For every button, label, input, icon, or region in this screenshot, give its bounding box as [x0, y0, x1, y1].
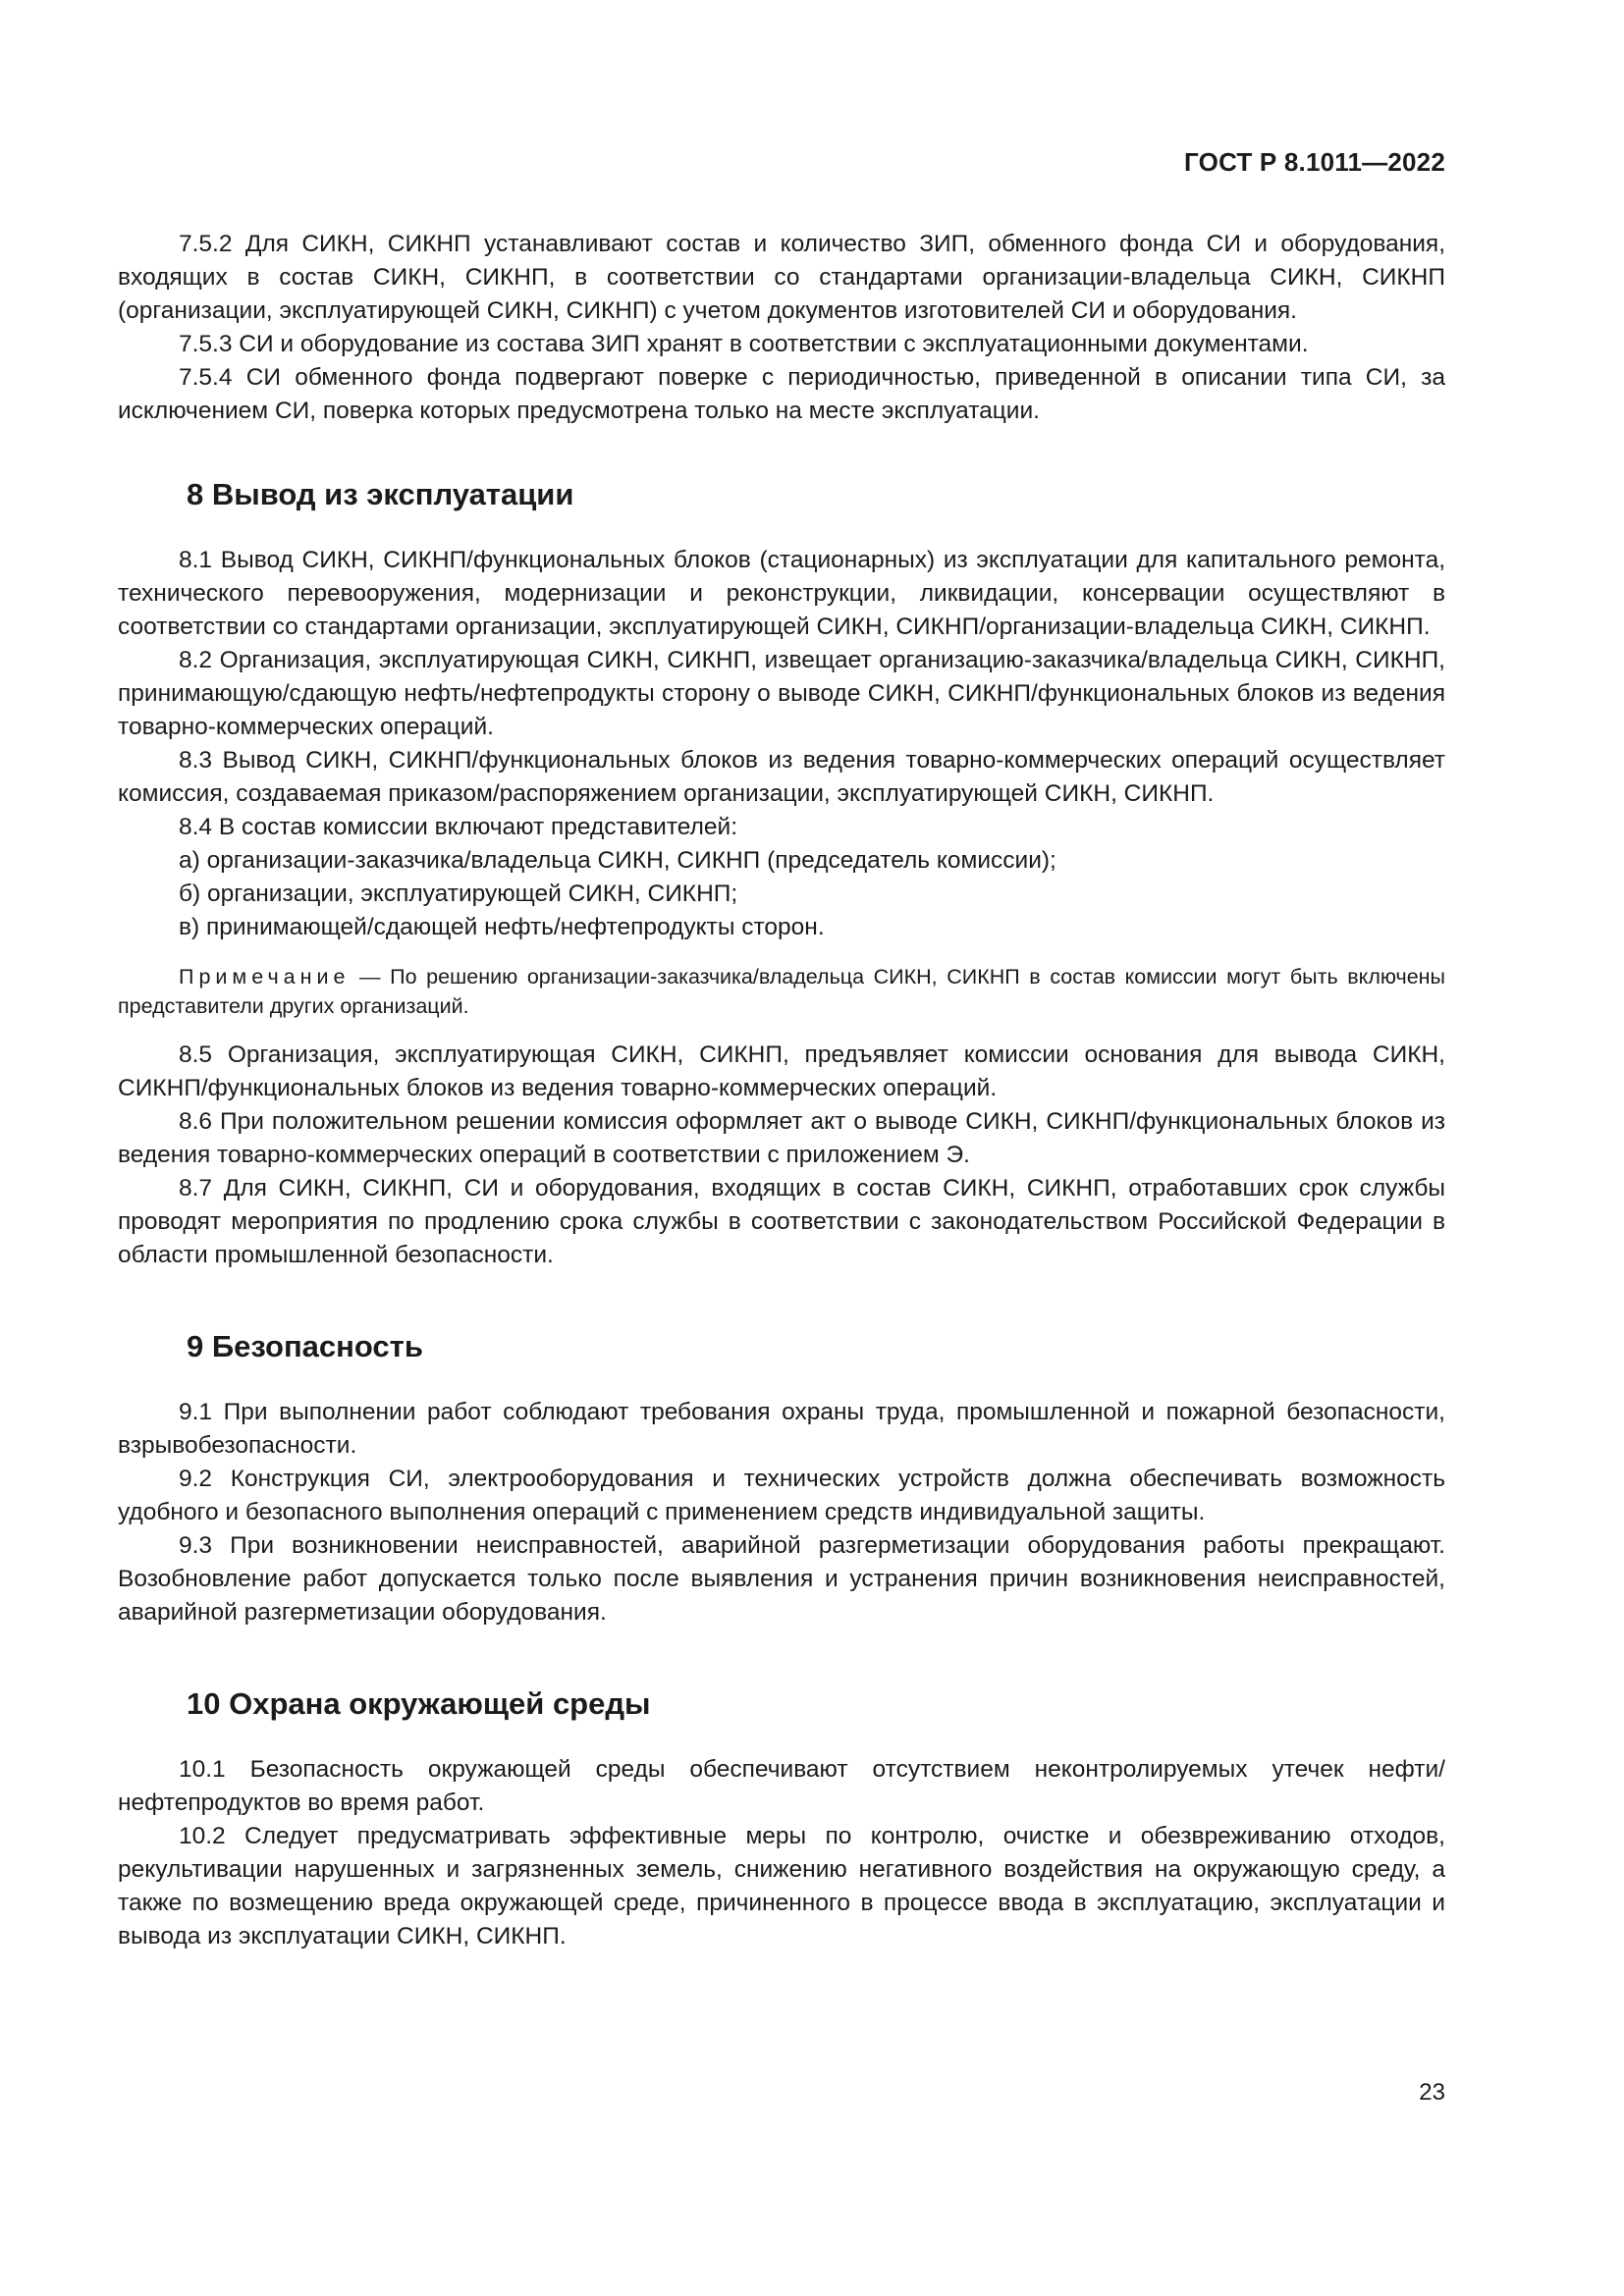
clause-8-4-item-c: в) принимающей/сдающей нефть/нефтепродукты сторон.: [179, 914, 825, 940]
clause-10-2: 10.2 Следует предусматривать эффективные меры по контролю, очистке и обезвреживанию отходов, рекультивации нарушенных и загрязненных земель, снижению негативного воздействия на окружающую среду, а также по возмещению вреда окружающей среде, причиненного в процессе ввода в эксплуатацию, эксплуатации и вывода из эксплуатации СИКН, СИКНП.: [118, 1823, 1445, 1949]
section-heading-9: 9 Безопасность: [187, 1329, 423, 1363]
clause-9-2: 9.2 Конструкция СИ, электрооборудования и технических устройств должна обеспечивать возможность удобного и безопасного выполнения операций с применением средств индивидуальной защиты.: [118, 1466, 1445, 1525]
clause-8-1: 8.1 Вывод СИКН, СИКНП/функциональных блоков (стационарных) из эксплуатации для капитального ремонта, технического перевооружения, модернизации и реконструкции, ликвидации, консервации осуществляют в соответствии со стандартами организации, эксплуатирующей СИКН, СИКНП/организации-владельца СИКН, СИКНП.: [118, 547, 1445, 640]
clause-10-1: 10.1 Безопасность окружающей среды обеспечивают отсутствием неконтролируемых утечек нефти/нефтепродуктов во время работ.: [118, 1756, 1445, 1816]
document-body: [118, 228, 1445, 1953]
clause-8-7: 8.7 Для СИКН, СИКНП, СИ и оборудования, входящих в состав СИКН, СИКНП, отработавших срок службы проводят мероприятия по продлению срока службы в соответствии с законодательством Российской Федерации в области промышленной безопасности.: [118, 1175, 1445, 1268]
clause-8-4-item-a: а) организации-заказчика/владельца СИКН, СИКНП (председатель комиссии);: [179, 847, 1056, 874]
section-heading-10: 10 Охрана окружающей среды: [187, 1686, 651, 1721]
clause-9-1: 9.1 При выполнении работ соблюдают требования охраны труда, промышленной и пожарной безопасности, взрывобезопасности.: [118, 1399, 1445, 1459]
clause-8-5: 8.5 Организация, эксплуатирующая СИКН, СИКНП, предъявляет комиссии основания для вывода СИКН, СИКНП/функциональных блоков из ведения товарно-коммерческих операций.: [118, 1041, 1445, 1101]
clause-8-3: 8.3 Вывод СИКН, СИКНП/функциональных блоков из ведения товарно-коммерческих операций осуществляет комиссия, создаваемая приказом/распоряжением организации, эксплуатирующей СИКН, СИКНП.: [118, 747, 1445, 807]
note-text: — По решению организации-заказчика/владельца СИКН, СИКНП в состав комиссии могут быть включены представители других организаций.: [118, 965, 1445, 1018]
section-heading-8: 8 Вывод из эксплуатации: [187, 477, 574, 511]
note: [118, 962, 1445, 1021]
clause-7-5-3: 7.5.3 СИ и оборудование из состава ЗИП хранят в соответствии с эксплуатационными документами.: [179, 331, 1309, 357]
clause-8-2: 8.2 Организация, эксплуатирующая СИКН, СИКНП, извещает организацию-заказчика/владельца СИКН, СИКНП, принимающую/сдающую нефть/нефтепродукты сторону о выводе СИКН, СИКНП/функциональных блоков из ведения товарно-коммерческих операций.: [118, 647, 1445, 740]
clause-8-6: 8.6 При положительном решении комиссия оформляет акт о выводе СИКН, СИКНП/функциональных блоков из ведения товарно-коммерческих операций в соответствии с приложением Э.: [118, 1108, 1445, 1168]
note-label: Примечание: [179, 965, 351, 988]
document-id-header: ГОСТ Р 8.1011—2022: [1184, 147, 1445, 177]
clause-7-5-4: 7.5.4 СИ обменного фонда подвергают поверке с периодичностью, приведенной в описании типа СИ, за исключением СИ, поверка которых предусмотрена только на месте эксплуатации.: [118, 364, 1445, 424]
clause-7-5-2: 7.5.2 Для СИКН, СИКНП устанавливают состав и количество ЗИП, обменного фонда СИ и оборудования, входящих в состав СИКН, СИКНП, в соответствии со стандартами организации-владельца СИКН, СИКНП (организации, эксплуатирующей СИКН, СИКНП) с учетом документов изготовителей СИ и оборудования.: [118, 231, 1445, 324]
page-number: 23: [1419, 2079, 1445, 2106]
clause-8-4: 8.4 В состав комиссии включают представителей:: [179, 814, 738, 840]
clause-9-3: 9.3 При возникновении неисправностей, аварийной разгерметизации оборудования работы прекращают. Возобновление работ допускается только после выявления и устранения причин возникновения неисправностей, аварийной разгерметизации оборудования.: [118, 1532, 1445, 1626]
clause-8-4-item-b: б) организации, эксплуатирующей СИКН, СИКНП;: [179, 881, 738, 907]
